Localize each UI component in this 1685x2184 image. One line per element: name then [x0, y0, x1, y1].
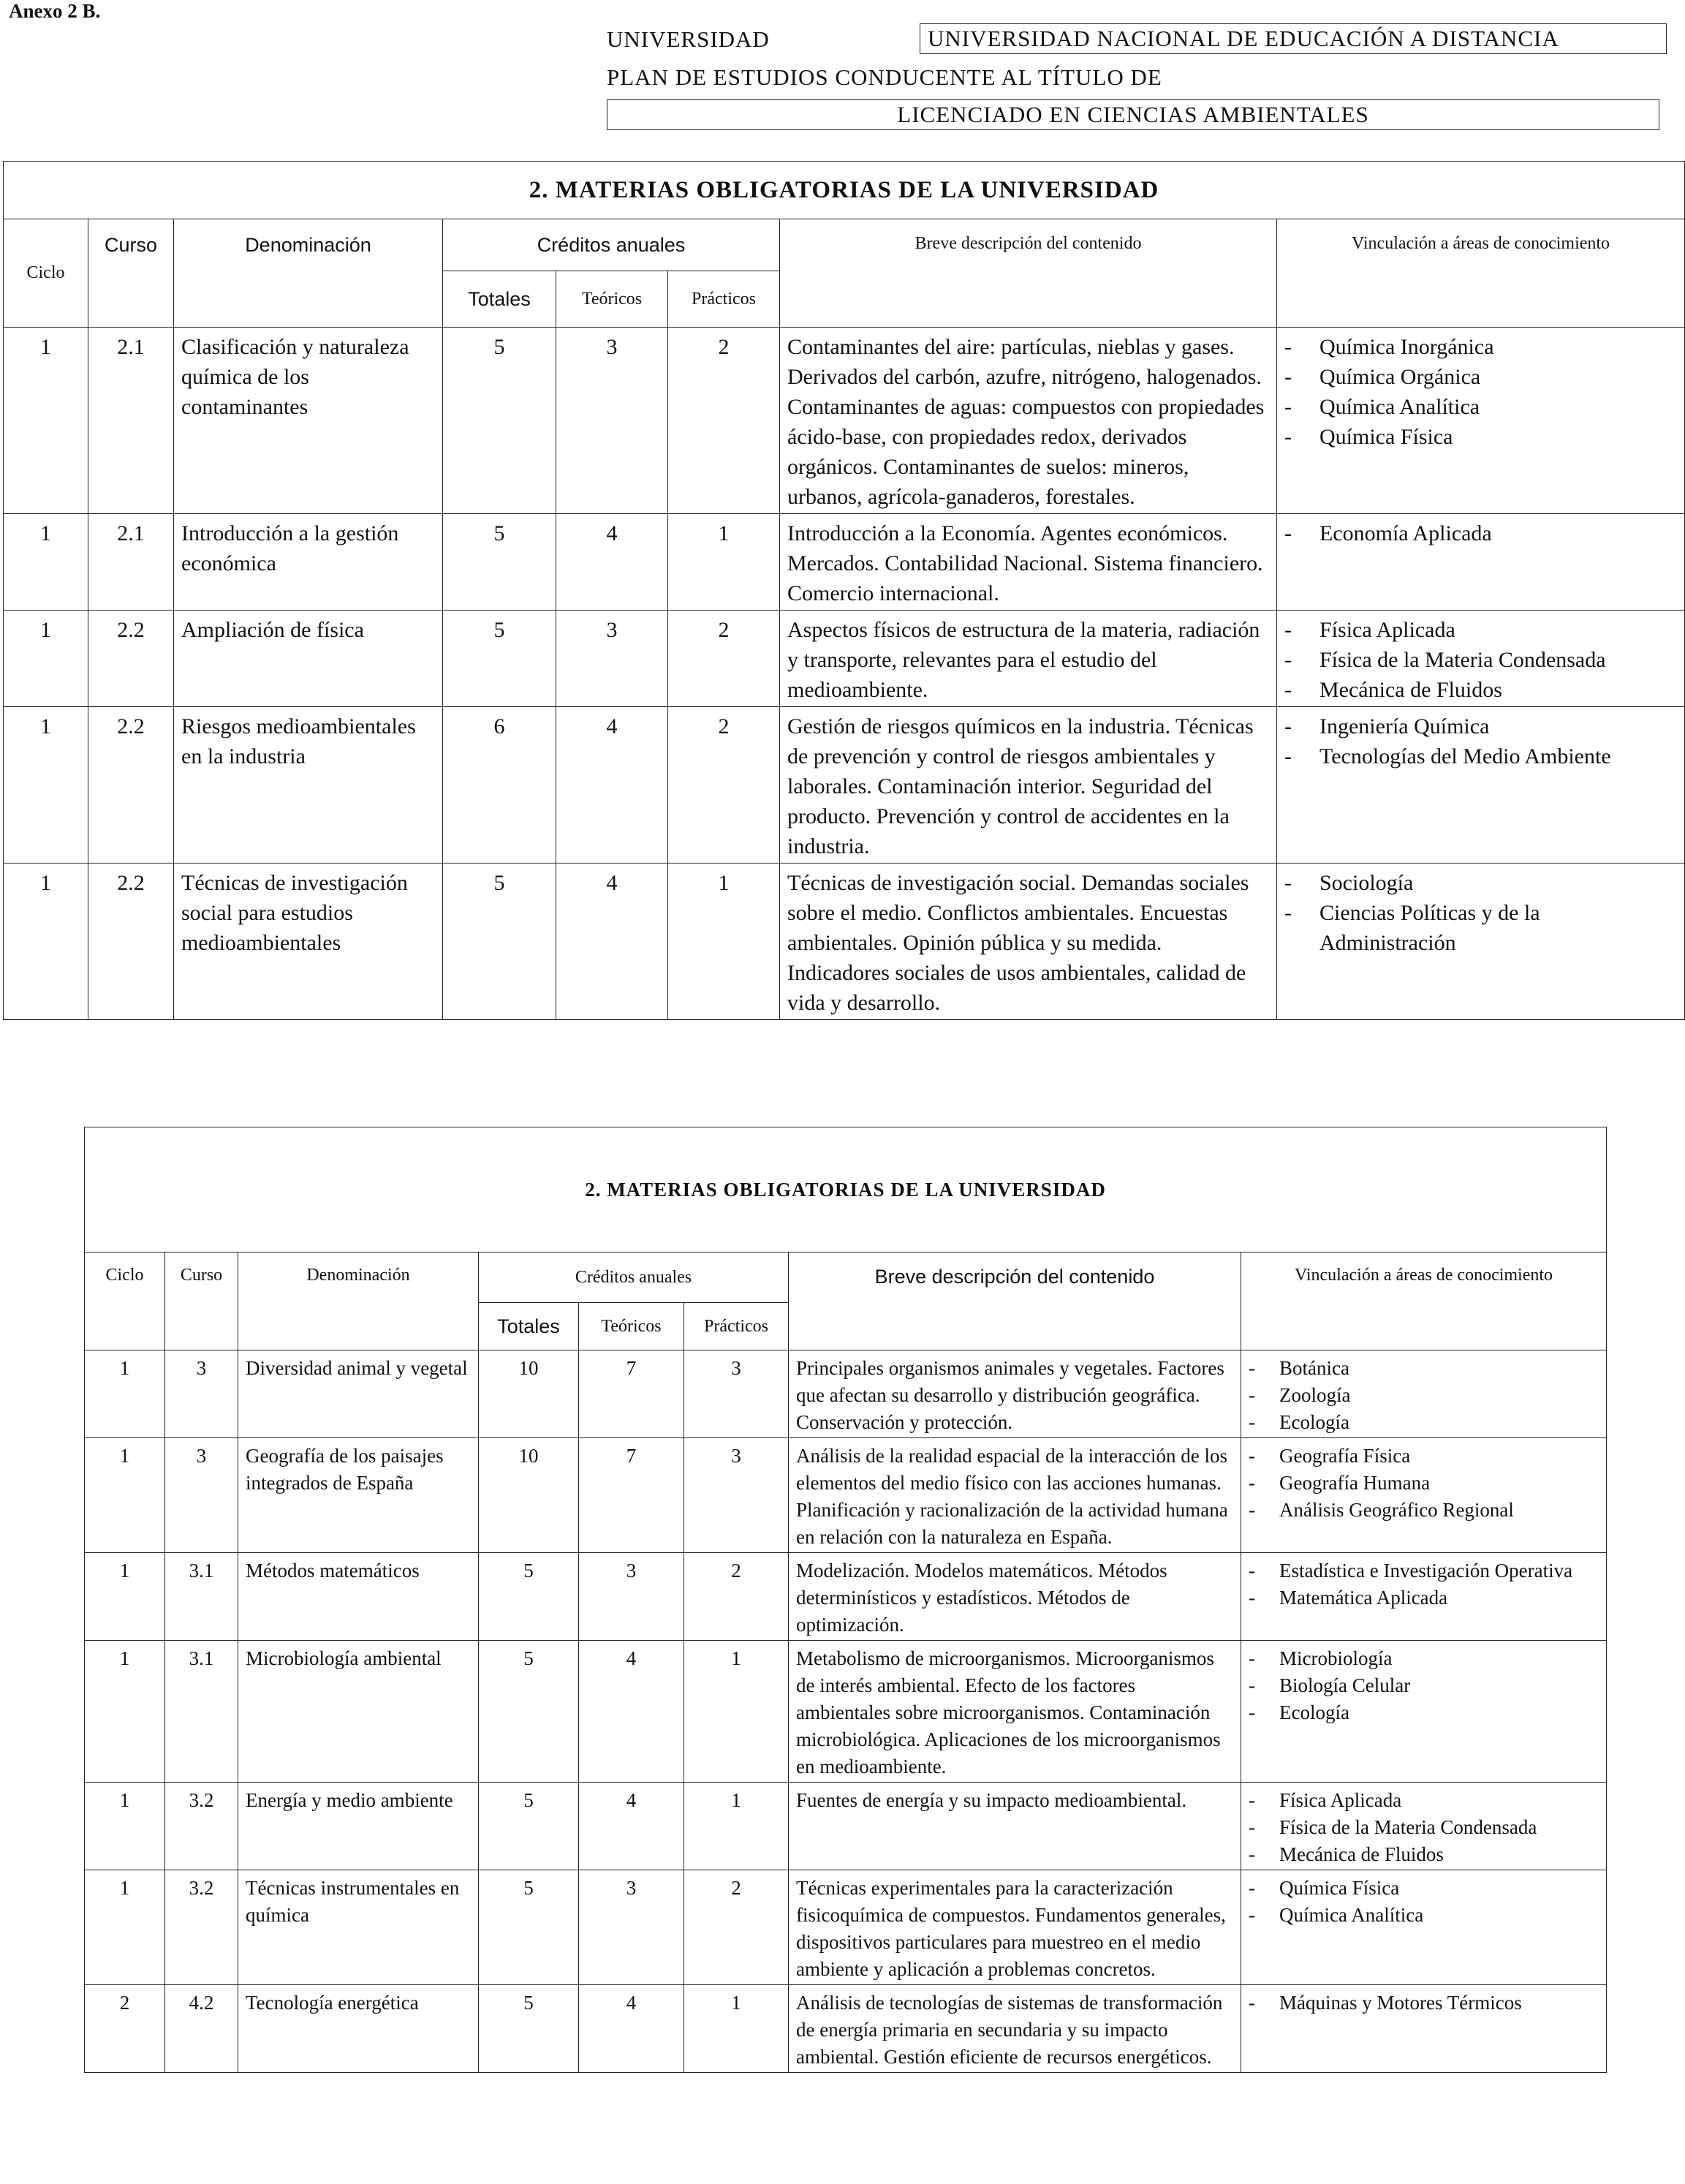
- areas-cell: [1277, 611, 1685, 707]
- ciclo-cell: 1: [4, 707, 88, 864]
- denominacion-cell: Microbiología ambiental: [238, 1641, 479, 1783]
- col-vinculacion: Vinculación a áreas de conocimiento: [1241, 1252, 1607, 1350]
- teoricos-cell: 3: [556, 328, 668, 514]
- area-item: - Ecología: [1241, 1409, 1599, 1436]
- denominacion-cell: Métodos matemáticos: [238, 1553, 479, 1641]
- ciclo-cell: 2: [85, 1985, 165, 2073]
- area-item: - Mecánica de Fluidos: [1241, 1841, 1599, 1868]
- descripcion-cell: Aspectos físicos de estructura de la materia, radiación y transporte, relevantes para el estudio del medioambiente.: [780, 611, 1277, 707]
- areas-cell: [1241, 1350, 1607, 1438]
- practicos-cell: 2: [668, 328, 780, 514]
- subjects-table-1: [3, 161, 1684, 1020]
- teoricos-cell: 7: [579, 1350, 684, 1438]
- teoricos-cell: 4: [556, 864, 668, 1020]
- col-descripcion: Breve descripción del contenido: [780, 219, 1277, 328]
- area-item: - Geografía Humana: [1241, 1470, 1599, 1497]
- plan-label: PLAN DE ESTUDIOS CONDUCENTE AL TÍTULO DE: [607, 64, 1162, 90]
- table-title: 2. MATERIAS OBLIGATORIAS DE LA UNIVERSIDAD: [4, 162, 1685, 219]
- areas-list: [1277, 332, 1677, 452]
- area-item: - Química Física: [1241, 1875, 1599, 1902]
- denominacion-cell: Diversidad animal y vegetal: [238, 1350, 479, 1438]
- practicos-cell: 1: [684, 1985, 789, 2073]
- col-totales: Totales: [479, 1303, 579, 1350]
- areas-list: [1277, 868, 1677, 958]
- descripcion-cell: Análisis de la realidad espacial de la interacción de los elementos del medio físico con las acciones humanas. Planificación y racionalización de la actividad humana en relación con la naturaleza en España.: [789, 1438, 1241, 1553]
- table-row: [85, 1783, 1607, 1870]
- areas-cell: [1277, 864, 1685, 1020]
- teoricos-cell: 3: [579, 1553, 684, 1641]
- teoricos-cell: 4: [556, 514, 668, 611]
- area-item: - Análisis Geográfico Regional: [1241, 1497, 1599, 1524]
- area-item: - Sociología: [1277, 868, 1677, 898]
- areas-list: [1241, 1645, 1599, 1726]
- area-item: - Química Analítica: [1277, 392, 1677, 422]
- descripcion-cell: Técnicas experimentales para la caracterización fisicoquímica de compuestos. Fundamentos generales, dispositivos particulares para muestreo en el medio ambiente y aplicación a problemas concretos.: [789, 1870, 1241, 1985]
- areas-list: [1241, 1355, 1599, 1436]
- table-row: [4, 707, 1685, 864]
- area-item: - Máquinas y Motores Térmicos: [1241, 1990, 1599, 2017]
- totales-cell: 5: [479, 1783, 579, 1870]
- areas-cell: [1241, 1783, 1607, 1870]
- area-item: - Química Orgánica: [1277, 362, 1677, 392]
- denominacion-cell: Técnicas de investigación social para estudios medioambientales: [174, 864, 443, 1020]
- subjects-table-2: [84, 1127, 1606, 2073]
- areas-list: [1241, 1557, 1599, 1611]
- area-item: - Botánica: [1241, 1355, 1599, 1382]
- area-item: - Física Aplicada: [1241, 1787, 1599, 1814]
- area-item: - Zoología: [1241, 1382, 1599, 1409]
- teoricos-cell: 4: [556, 707, 668, 864]
- totales-cell: 5: [479, 1870, 579, 1985]
- col-creditos: Créditos anuales: [479, 1252, 789, 1303]
- area-item: - Química Inorgánica: [1277, 332, 1677, 362]
- descripcion-cell: Técnicas de investigación social. Demandas sociales sobre el medio. Conflictos ambientales. Encuestas ambientales. Opinión pública y su medida. Indicadores sociales de usos ambientales, calidad de vida y desarrollo.: [780, 864, 1277, 1020]
- table-row: [85, 1438, 1607, 1553]
- curso-cell: 3.2: [165, 1870, 238, 1985]
- curso-cell: 2.1: [88, 514, 174, 611]
- descripcion-cell: Principales organismos animales y vegetales. Factores que afectan su desarrollo y distribución geográfica. Conservación y protección.: [789, 1350, 1241, 1438]
- area-item: - Geografía Física: [1241, 1443, 1599, 1470]
- totales-cell: 5: [479, 1553, 579, 1641]
- practicos-cell: 1: [684, 1783, 789, 1870]
- area-item: - Química Física: [1277, 422, 1677, 452]
- ciclo-cell: 1: [85, 1553, 165, 1641]
- areas-list: [1241, 1990, 1599, 2017]
- teoricos-cell: 3: [579, 1870, 684, 1985]
- areas-list: [1277, 518, 1677, 548]
- descripcion-cell: Introducción a la Economía. Agentes económicos. Mercados. Contabilidad Nacional. Sistema financiero. Comercio internacional.: [780, 514, 1277, 611]
- ciclo-cell: 1: [85, 1438, 165, 1553]
- table-row: [4, 611, 1685, 707]
- ciclo-cell: 1: [85, 1350, 165, 1438]
- col-creditos: Créditos anuales: [443, 219, 780, 271]
- practicos-cell: 1: [668, 864, 780, 1020]
- curso-cell: 2.1: [88, 328, 174, 514]
- table-row: [85, 1985, 1607, 2073]
- totales-cell: 5: [479, 1985, 579, 2073]
- practicos-cell: 3: [684, 1438, 789, 1553]
- curso-cell: 2.2: [88, 611, 174, 707]
- area-item: - Ciencias Políticas y de la Administración: [1277, 898, 1677, 958]
- totales-cell: 5: [479, 1641, 579, 1783]
- col-descripcion: Breve descripción del contenido: [789, 1252, 1241, 1350]
- ciclo-cell: 1: [4, 611, 88, 707]
- areas-list: [1277, 711, 1677, 771]
- ciclo-cell: 1: [85, 1783, 165, 1870]
- areas-cell: [1277, 514, 1685, 611]
- col-practicos: Prácticos: [668, 271, 780, 328]
- areas-cell: [1241, 1641, 1607, 1783]
- descripcion-cell: Gestión de riesgos químicos en la industria. Técnicas de prevención y control de riesgos ambientales y laborales. Contaminación interior. Seguridad del producto. Prevención y control de accidentes en la industria.: [780, 707, 1277, 864]
- denominacion-cell: Técnicas instrumentales en química: [238, 1870, 479, 1985]
- totales-cell: 6: [443, 707, 556, 864]
- descripcion-cell: Análisis de tecnologías de sistemas de transformación de energía primaria en secundaria y su impacto ambiental. Gestión eficiente de recursos energéticos.: [789, 1985, 1241, 2073]
- area-item: - Física de la Materia Condensada: [1277, 645, 1677, 675]
- descripcion-cell: Contaminantes del aire: partículas, nieblas y gases. Derivados del carbón, azufre, nitrógeno, halogenados. Contaminantes de aguas: compuestos con propiedades ácido-base, con propiedades redox, derivados orgánicos. Contaminantes de suelos: mineros, urbanos, agrícola-ganaderos, forestales.: [780, 328, 1277, 514]
- teoricos-cell: 3: [556, 611, 668, 707]
- descripcion-cell: Metabolismo de microorganismos. Microorganismos de interés ambiental. Efecto de los factores ambientales sobre microorganismos. Contaminación microbiológica. Aplicaciones de los microorganismos en medioambiente.: [789, 1641, 1241, 1783]
- annex-label: Anexo 2 B.: [9, 0, 101, 22]
- ciclo-cell: 1: [4, 328, 88, 514]
- denominacion-cell: Clasificación y naturaleza química de los contaminantes: [174, 328, 443, 514]
- practicos-cell: 1: [684, 1641, 789, 1783]
- ciclo-cell: 1: [85, 1641, 165, 1783]
- areas-list: [1241, 1875, 1599, 1929]
- table-row: [85, 1350, 1607, 1438]
- practicos-cell: 2: [684, 1870, 789, 1985]
- table-row: [85, 1641, 1607, 1783]
- table-row: [85, 1553, 1607, 1641]
- area-item: - Física Aplicada: [1277, 615, 1677, 645]
- col-ciclo: Ciclo: [85, 1252, 165, 1350]
- practicos-cell: 2: [668, 707, 780, 864]
- universidad-value: UNIVERSIDAD NACIONAL DE EDUCACIÓN A DISTANCIA: [920, 23, 1667, 54]
- area-item: - Microbiología: [1241, 1645, 1599, 1672]
- areas-list: [1241, 1787, 1599, 1868]
- table-row: [4, 864, 1685, 1020]
- area-item: - Tecnologías del Medio Ambiente: [1277, 741, 1677, 771]
- curso-cell: 3.1: [165, 1641, 238, 1783]
- curso-cell: 2.2: [88, 707, 174, 864]
- table-title: 2. MATERIAS OBLIGATORIAS DE LA UNIVERSIDAD: [85, 1127, 1607, 1252]
- col-curso: Curso: [165, 1252, 238, 1350]
- area-item: - Ecología: [1241, 1699, 1599, 1726]
- area-item: - Economía Aplicada: [1277, 518, 1677, 548]
- col-denominacion: Denominación: [174, 219, 443, 328]
- col-vinculacion: Vinculación a áreas de conocimiento: [1277, 219, 1685, 328]
- totales-cell: 10: [479, 1350, 579, 1438]
- degree-title: LICENCIADO EN CIENCIAS AMBIENTALES: [607, 99, 1659, 130]
- area-item: - Ingeniería Química: [1277, 711, 1677, 741]
- denominacion-cell: Ampliación de física: [174, 611, 443, 707]
- denominacion-cell: Introducción a la gestión económica: [174, 514, 443, 611]
- curso-cell: 4.2: [165, 1985, 238, 2073]
- areas-cell: [1241, 1553, 1607, 1641]
- denominacion-cell: Riesgos medioambientales en la industria: [174, 707, 443, 864]
- curso-cell: 2.2: [88, 864, 174, 1020]
- area-item: - Matemática Aplicada: [1241, 1584, 1599, 1611]
- area-item: - Física de la Materia Condensada: [1241, 1814, 1599, 1841]
- teoricos-cell: 4: [579, 1783, 684, 1870]
- totales-cell: 10: [479, 1438, 579, 1553]
- totales-cell: 5: [443, 864, 556, 1020]
- areas-cell: [1241, 1870, 1607, 1985]
- practicos-cell: 3: [684, 1350, 789, 1438]
- ciclo-cell: 1: [4, 864, 88, 1020]
- practicos-cell: 2: [684, 1553, 789, 1641]
- totales-cell: 5: [443, 328, 556, 514]
- curso-cell: 3.1: [165, 1553, 238, 1641]
- area-item: - Estadística e Investigación Operativa: [1241, 1557, 1599, 1584]
- curso-cell: 3: [165, 1438, 238, 1553]
- area-item: - Química Analítica: [1241, 1902, 1599, 1929]
- col-totales: Totales: [443, 271, 556, 328]
- col-teoricos: Teóricos: [579, 1303, 684, 1350]
- areas-cell: [1241, 1985, 1607, 2073]
- universidad-label: UNIVERSIDAD: [607, 26, 770, 52]
- table-row: [85, 1870, 1607, 1985]
- descripcion-cell: Fuentes de energía y su impacto medioambiental.: [789, 1783, 1241, 1870]
- denominacion-cell: Tecnología energética: [238, 1985, 479, 2073]
- ciclo-cell: 1: [4, 514, 88, 611]
- areas-cell: [1277, 707, 1685, 864]
- teoricos-cell: 4: [579, 1641, 684, 1783]
- areas-cell: [1277, 328, 1685, 514]
- areas-list: [1241, 1443, 1599, 1524]
- areas-cell: [1241, 1438, 1607, 1553]
- teoricos-cell: 4: [579, 1985, 684, 2073]
- col-teoricos: Teóricos: [556, 271, 668, 328]
- area-item: - Biología Celular: [1241, 1672, 1599, 1699]
- denominacion-cell: Geografía de los paisajes integrados de España: [238, 1438, 479, 1553]
- col-denominacion: Denominación: [238, 1252, 479, 1350]
- curso-cell: 3.2: [165, 1783, 238, 1870]
- denominacion-cell: Energía y medio ambiente: [238, 1783, 479, 1870]
- totales-cell: 5: [443, 514, 556, 611]
- practicos-cell: 1: [668, 514, 780, 611]
- col-ciclo: Ciclo: [4, 219, 88, 328]
- table-row: [4, 514, 1685, 611]
- area-item: - Mecánica de Fluidos: [1277, 675, 1677, 705]
- totales-cell: 5: [443, 611, 556, 707]
- teoricos-cell: 7: [579, 1438, 684, 1553]
- col-practicos: Prácticos: [684, 1303, 789, 1350]
- areas-list: [1277, 615, 1677, 705]
- ciclo-cell: 1: [85, 1870, 165, 1985]
- descripcion-cell: Modelización. Modelos matemáticos. Métodos determinísticos y estadísticos. Métodos de optimización.: [789, 1553, 1241, 1641]
- table-row: [4, 328, 1685, 514]
- practicos-cell: 2: [668, 611, 780, 707]
- curso-cell: 3: [165, 1350, 238, 1438]
- col-curso: Curso: [88, 219, 174, 328]
